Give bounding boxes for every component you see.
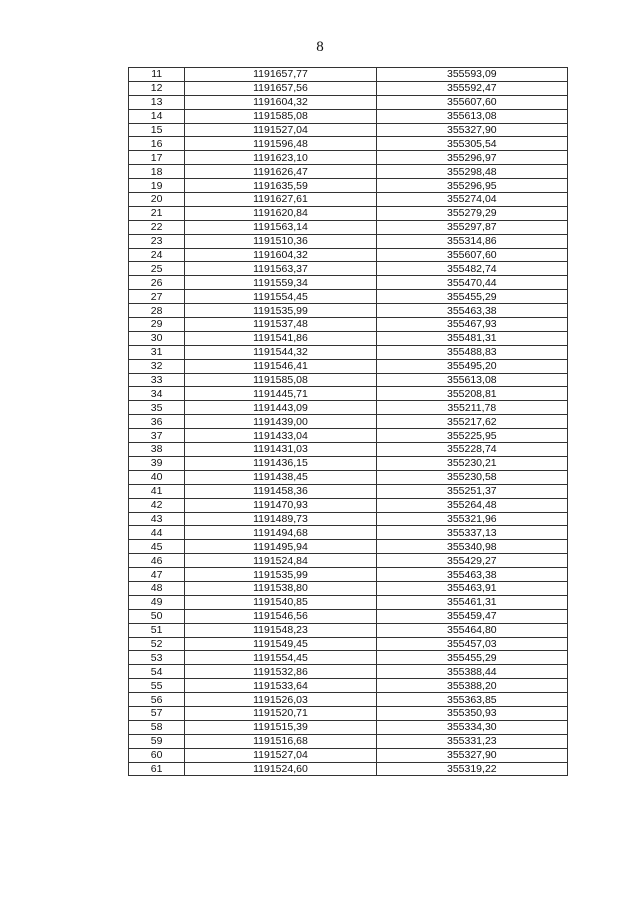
- point-number-cell: 34: [129, 387, 185, 401]
- y-coordinate-cell: 355298,48: [376, 165, 567, 179]
- point-number-cell: 32: [129, 359, 185, 373]
- point-number-cell: 21: [129, 206, 185, 220]
- y-coordinate-cell: 355488,83: [376, 345, 567, 359]
- table-row: [129, 95, 568, 109]
- y-coordinate-cell: 355607,60: [376, 95, 567, 109]
- x-coordinate-cell: 1191438,45: [185, 470, 376, 484]
- point-number-cell: 43: [129, 512, 185, 526]
- table-row: [129, 651, 568, 665]
- point-number-cell: 16: [129, 137, 185, 151]
- point-number-cell: 53: [129, 651, 185, 665]
- point-number-cell: 58: [129, 720, 185, 734]
- table-row: [129, 526, 568, 540]
- table-row: [129, 429, 568, 443]
- x-coordinate-cell: 1191549,45: [185, 637, 376, 651]
- point-number-cell: 57: [129, 706, 185, 720]
- point-number-cell: 42: [129, 498, 185, 512]
- table-row: [129, 734, 568, 748]
- table-row: [129, 234, 568, 248]
- x-coordinate-cell: 1191533,64: [185, 679, 376, 693]
- x-coordinate-cell: 1191516,68: [185, 734, 376, 748]
- y-coordinate-cell: 355388,20: [376, 679, 567, 693]
- point-number-cell: 15: [129, 123, 185, 137]
- x-coordinate-cell: 1191546,41: [185, 359, 376, 373]
- y-coordinate-cell: 355482,74: [376, 262, 567, 276]
- table-row: [129, 540, 568, 554]
- y-coordinate-cell: 355464,80: [376, 623, 567, 637]
- point-number-cell: 51: [129, 623, 185, 637]
- y-coordinate-cell: 355208,81: [376, 387, 567, 401]
- x-coordinate-cell: 1191620,84: [185, 206, 376, 220]
- x-coordinate-cell: 1191604,32: [185, 248, 376, 262]
- table-row: [129, 345, 568, 359]
- table-row: [129, 248, 568, 262]
- x-coordinate-cell: 1191535,99: [185, 304, 376, 318]
- table-row: [129, 609, 568, 623]
- point-number-cell: 40: [129, 470, 185, 484]
- point-number-cell: 25: [129, 262, 185, 276]
- y-coordinate-cell: 355463,38: [376, 568, 567, 582]
- x-coordinate-cell: 1191458,36: [185, 484, 376, 498]
- x-coordinate-cell: 1191443,09: [185, 401, 376, 415]
- y-coordinate-cell: 355337,13: [376, 526, 567, 540]
- x-coordinate-cell: 1191489,73: [185, 512, 376, 526]
- x-coordinate-cell: 1191554,45: [185, 651, 376, 665]
- x-coordinate-cell: 1191623,10: [185, 151, 376, 165]
- point-number-cell: 54: [129, 665, 185, 679]
- point-number-cell: 18: [129, 165, 185, 179]
- x-coordinate-cell: 1191554,45: [185, 290, 376, 304]
- y-coordinate-cell: 355481,31: [376, 331, 567, 345]
- point-number-cell: 11: [129, 68, 185, 82]
- y-coordinate-cell: 355230,58: [376, 470, 567, 484]
- x-coordinate-cell: 1191524,84: [185, 554, 376, 568]
- point-number-cell: 31: [129, 345, 185, 359]
- x-coordinate-cell: 1191510,36: [185, 234, 376, 248]
- x-coordinate-cell: 1191433,04: [185, 429, 376, 443]
- table-row: [129, 68, 568, 82]
- table-row: [129, 443, 568, 457]
- y-coordinate-cell: 355225,95: [376, 429, 567, 443]
- x-coordinate-cell: 1191563,37: [185, 262, 376, 276]
- point-number-cell: 28: [129, 304, 185, 318]
- y-coordinate-cell: 355297,87: [376, 220, 567, 234]
- y-coordinate-cell: 355274,04: [376, 193, 567, 207]
- y-coordinate-cell: 355467,93: [376, 318, 567, 332]
- x-coordinate-cell: 1191537,48: [185, 318, 376, 332]
- table-row: [129, 679, 568, 693]
- y-coordinate-cell: 355217,62: [376, 415, 567, 429]
- table-row: [129, 568, 568, 582]
- y-coordinate-cell: 355495,20: [376, 359, 567, 373]
- y-coordinate-cell: 355327,90: [376, 748, 567, 762]
- table-row: [129, 331, 568, 345]
- point-number-cell: 60: [129, 748, 185, 762]
- table-row: [129, 373, 568, 387]
- y-coordinate-cell: 355463,38: [376, 304, 567, 318]
- point-number-cell: 19: [129, 179, 185, 193]
- table-row: [129, 720, 568, 734]
- y-coordinate-cell: 355350,93: [376, 706, 567, 720]
- x-coordinate-cell: 1191535,99: [185, 568, 376, 582]
- x-coordinate-cell: 1191559,34: [185, 276, 376, 290]
- y-coordinate-cell: 355279,29: [376, 206, 567, 220]
- x-coordinate-cell: 1191563,14: [185, 220, 376, 234]
- y-coordinate-cell: 355457,03: [376, 637, 567, 651]
- y-coordinate-cell: 355455,29: [376, 290, 567, 304]
- y-coordinate-cell: 355211,78: [376, 401, 567, 415]
- point-number-cell: 20: [129, 193, 185, 207]
- y-coordinate-cell: 355461,31: [376, 595, 567, 609]
- y-coordinate-cell: 355331,23: [376, 734, 567, 748]
- table-row: [129, 137, 568, 151]
- x-coordinate-cell: 1191657,56: [185, 81, 376, 95]
- y-coordinate-cell: 355305,54: [376, 137, 567, 151]
- y-coordinate-cell: 355592,47: [376, 81, 567, 95]
- point-number-cell: 47: [129, 568, 185, 582]
- point-number-cell: 61: [129, 762, 185, 776]
- point-number-cell: 49: [129, 595, 185, 609]
- point-number-cell: 22: [129, 220, 185, 234]
- y-coordinate-cell: 355607,60: [376, 248, 567, 262]
- table-row: [129, 109, 568, 123]
- point-number-cell: 23: [129, 234, 185, 248]
- table-row: [129, 456, 568, 470]
- table-row: [129, 387, 568, 401]
- x-coordinate-cell: 1191431,03: [185, 443, 376, 457]
- point-number-cell: 35: [129, 401, 185, 415]
- table-row: [129, 318, 568, 332]
- point-number-cell: 48: [129, 581, 185, 595]
- point-number-cell: 30: [129, 331, 185, 345]
- point-number-cell: 39: [129, 456, 185, 470]
- x-coordinate-cell: 1191626,47: [185, 165, 376, 179]
- y-coordinate-cell: 355228,74: [376, 443, 567, 457]
- table-row: [129, 276, 568, 290]
- x-coordinate-cell: 1191520,71: [185, 706, 376, 720]
- y-coordinate-cell: 355429,27: [376, 554, 567, 568]
- x-coordinate-cell: 1191436,15: [185, 456, 376, 470]
- y-coordinate-cell: 355296,95: [376, 179, 567, 193]
- table-row: [129, 512, 568, 526]
- x-coordinate-cell: 1191470,93: [185, 498, 376, 512]
- x-coordinate-cell: 1191585,08: [185, 109, 376, 123]
- x-coordinate-cell: 1191538,80: [185, 581, 376, 595]
- table-row: [129, 762, 568, 776]
- x-coordinate-cell: 1191540,85: [185, 595, 376, 609]
- x-coordinate-cell: 1191541,86: [185, 331, 376, 345]
- y-coordinate-cell: 355455,29: [376, 651, 567, 665]
- table-row: [129, 304, 568, 318]
- point-number-cell: 29: [129, 318, 185, 332]
- y-coordinate-cell: 355251,37: [376, 484, 567, 498]
- table-row: [129, 262, 568, 276]
- x-coordinate-cell: 1191494,68: [185, 526, 376, 540]
- point-number-cell: 50: [129, 609, 185, 623]
- x-coordinate-cell: 1191527,04: [185, 123, 376, 137]
- x-coordinate-cell: 1191439,00: [185, 415, 376, 429]
- table-row: [129, 693, 568, 707]
- coordinates-table-body: [129, 68, 568, 776]
- y-coordinate-cell: 355470,44: [376, 276, 567, 290]
- point-number-cell: 13: [129, 95, 185, 109]
- table-row: [129, 206, 568, 220]
- table-row: [129, 637, 568, 651]
- x-coordinate-cell: 1191548,23: [185, 623, 376, 637]
- y-coordinate-cell: 355264,48: [376, 498, 567, 512]
- x-coordinate-cell: 1191532,86: [185, 665, 376, 679]
- x-coordinate-cell: 1191445,71: [185, 387, 376, 401]
- point-number-cell: 26: [129, 276, 185, 290]
- point-number-cell: 14: [129, 109, 185, 123]
- x-coordinate-cell: 1191544,32: [185, 345, 376, 359]
- y-coordinate-cell: 355319,22: [376, 762, 567, 776]
- x-coordinate-cell: 1191526,03: [185, 693, 376, 707]
- point-number-cell: 37: [129, 429, 185, 443]
- table-row: [129, 581, 568, 595]
- table-row: [129, 401, 568, 415]
- table-row: [129, 470, 568, 484]
- table-row: [129, 193, 568, 207]
- table-row: [129, 623, 568, 637]
- point-number-cell: 33: [129, 373, 185, 387]
- table-row: [129, 179, 568, 193]
- x-coordinate-cell: 1191585,08: [185, 373, 376, 387]
- table-row: [129, 220, 568, 234]
- x-coordinate-cell: 1191635,59: [185, 179, 376, 193]
- table-row: [129, 665, 568, 679]
- y-coordinate-cell: 355334,30: [376, 720, 567, 734]
- coordinates-table: [128, 67, 568, 776]
- y-coordinate-cell: 355593,09: [376, 68, 567, 82]
- y-coordinate-cell: 355340,98: [376, 540, 567, 554]
- page-number: 8: [316, 39, 324, 55]
- point-number-cell: 38: [129, 443, 185, 457]
- point-number-cell: 36: [129, 415, 185, 429]
- table-row: [129, 165, 568, 179]
- y-coordinate-cell: 355613,08: [376, 109, 567, 123]
- y-coordinate-cell: 355230,21: [376, 456, 567, 470]
- table-row: [129, 151, 568, 165]
- table-row: [129, 81, 568, 95]
- table-row: [129, 484, 568, 498]
- point-number-cell: 55: [129, 679, 185, 693]
- y-coordinate-cell: 355388,44: [376, 665, 567, 679]
- point-number-cell: 41: [129, 484, 185, 498]
- y-coordinate-cell: 355327,90: [376, 123, 567, 137]
- point-number-cell: 59: [129, 734, 185, 748]
- x-coordinate-cell: 1191627,61: [185, 193, 376, 207]
- point-number-cell: 45: [129, 540, 185, 554]
- table-row: [129, 595, 568, 609]
- y-coordinate-cell: 355296,97: [376, 151, 567, 165]
- point-number-cell: 52: [129, 637, 185, 651]
- point-number-cell: 44: [129, 526, 185, 540]
- point-number-cell: 17: [129, 151, 185, 165]
- y-coordinate-cell: 355321,96: [376, 512, 567, 526]
- point-number-cell: 27: [129, 290, 185, 304]
- y-coordinate-cell: 355459,47: [376, 609, 567, 623]
- table-row: [129, 498, 568, 512]
- x-coordinate-cell: 1191495,94: [185, 540, 376, 554]
- x-coordinate-cell: 1191596,48: [185, 137, 376, 151]
- table-row: [129, 290, 568, 304]
- x-coordinate-cell: 1191657,77: [185, 68, 376, 82]
- table-row: [129, 415, 568, 429]
- x-coordinate-cell: 1191515,39: [185, 720, 376, 734]
- table-row: [129, 359, 568, 373]
- y-coordinate-cell: 355314,86: [376, 234, 567, 248]
- x-coordinate-cell: 1191524,60: [185, 762, 376, 776]
- table-row: [129, 554, 568, 568]
- y-coordinate-cell: 355463,91: [376, 581, 567, 595]
- x-coordinate-cell: 1191604,32: [185, 95, 376, 109]
- table-row: [129, 123, 568, 137]
- table-row: [129, 706, 568, 720]
- point-number-cell: 56: [129, 693, 185, 707]
- point-number-cell: 12: [129, 81, 185, 95]
- point-number-cell: 46: [129, 554, 185, 568]
- y-coordinate-cell: 355363,85: [376, 693, 567, 707]
- x-coordinate-cell: 1191546,56: [185, 609, 376, 623]
- point-number-cell: 24: [129, 248, 185, 262]
- table-row: [129, 748, 568, 762]
- x-coordinate-cell: 1191527,04: [185, 748, 376, 762]
- y-coordinate-cell: 355613,08: [376, 373, 567, 387]
